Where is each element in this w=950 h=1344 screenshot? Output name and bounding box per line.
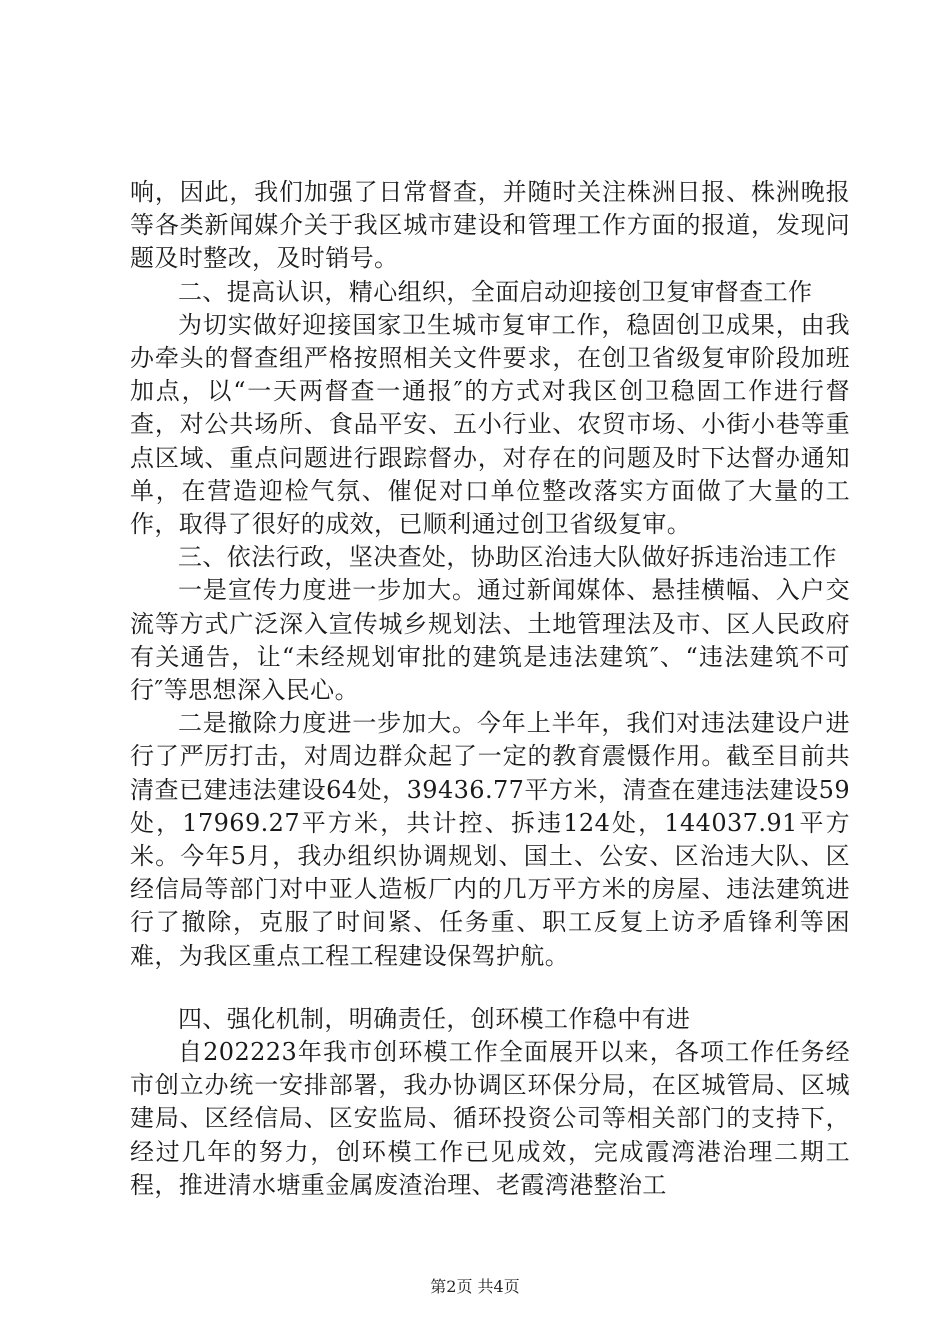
page-number-footer: 第2页 共4页 bbox=[430, 1277, 520, 1296]
section-heading-3: 三、依法行政，坚决查处，协助区治违大队做好拆违治违工作 bbox=[178, 543, 837, 572]
document-body bbox=[130, 176, 850, 1202]
section-heading-2: 二、提高认识，精心组织，全面启动迎接创卫复审督查工作 bbox=[178, 277, 813, 306]
paragraph-demolition: 二是撤除力度进一步加大。今年上半年，我们对违法建设户进行了严厉打击，对周边群众起了一定的教育震慑作用。截至目前共清查已建违法建设64处，39436.77平方米，清查在建违法建设59处，17969.27平方米，共计控、拆违124处，144037.91平方米。今年5月，我办组织协调规划、国土、公安、区治违大队、区经信局等部门对中亚人造板厂内的几万平方米的房屋、违法建筑进行了撤除，克服了时间紧、任务重、职工反复上访矛盾锋利等困难，为我区重点工程工程建设保驾护航。 bbox=[130, 709, 850, 970]
section-heading-4: 四、强化机制，明确责任，创环模工作稳中有进 bbox=[178, 1004, 691, 1033]
paragraph-environment-model: 自202223年我市创环模工作全面展开以来，各项工作任务经市创立办统一安排部署，我办协调区环保分局，在区城管局、区城建局、区经信局、区安监局、循环投资公司等相关部门的支持下，经过几年的努力，创环模工作已见成效，完成霞湾港治理二期工程，推进清水塘重金属废渣治理、老霞湾港整治工 bbox=[130, 1038, 850, 1199]
paragraph-gap bbox=[130, 973, 850, 1003]
paragraph-publicity: 一是宣传力度进一步加大。通过新闻媒体、悬挂横幅、入户交流等方式广泛深入宣传城乡规划法、土地管理法及市、区人民政府有关通告，让“未经规划审批的建筑是违法建筑″、“违法建筑不可行″等思想深入民心。 bbox=[130, 576, 850, 705]
paragraph-continuation: 响，因此，我们加强了日常督查，并随时关注株洲日报、株洲晚报等各类新闻媒介关于我区城市建设和管理工作方面的报道，发现问题及时整改，及时销号。 bbox=[130, 178, 850, 273]
paragraph-sanitation-review: 为切实做好迎接国家卫生城市复审工作，稳固创卫成果，由我办牵头的督查组严格按照相关文件要求，在创卫省级复审阶段加班加点，以“一天两督查一通报″的方式对我区创卫稳固工作进行督查，对公共场所、食品平安、五小行业、农贸市场、小街小巷等重点区域、重点问题进行跟踪督办，对存在的问题及时下达督办通知单，在营造迎检气氛、催促对口单位整改落实方面做了大量的工作，取得了很好的成效，已顺利通过创卫省级复审。 bbox=[130, 310, 850, 539]
